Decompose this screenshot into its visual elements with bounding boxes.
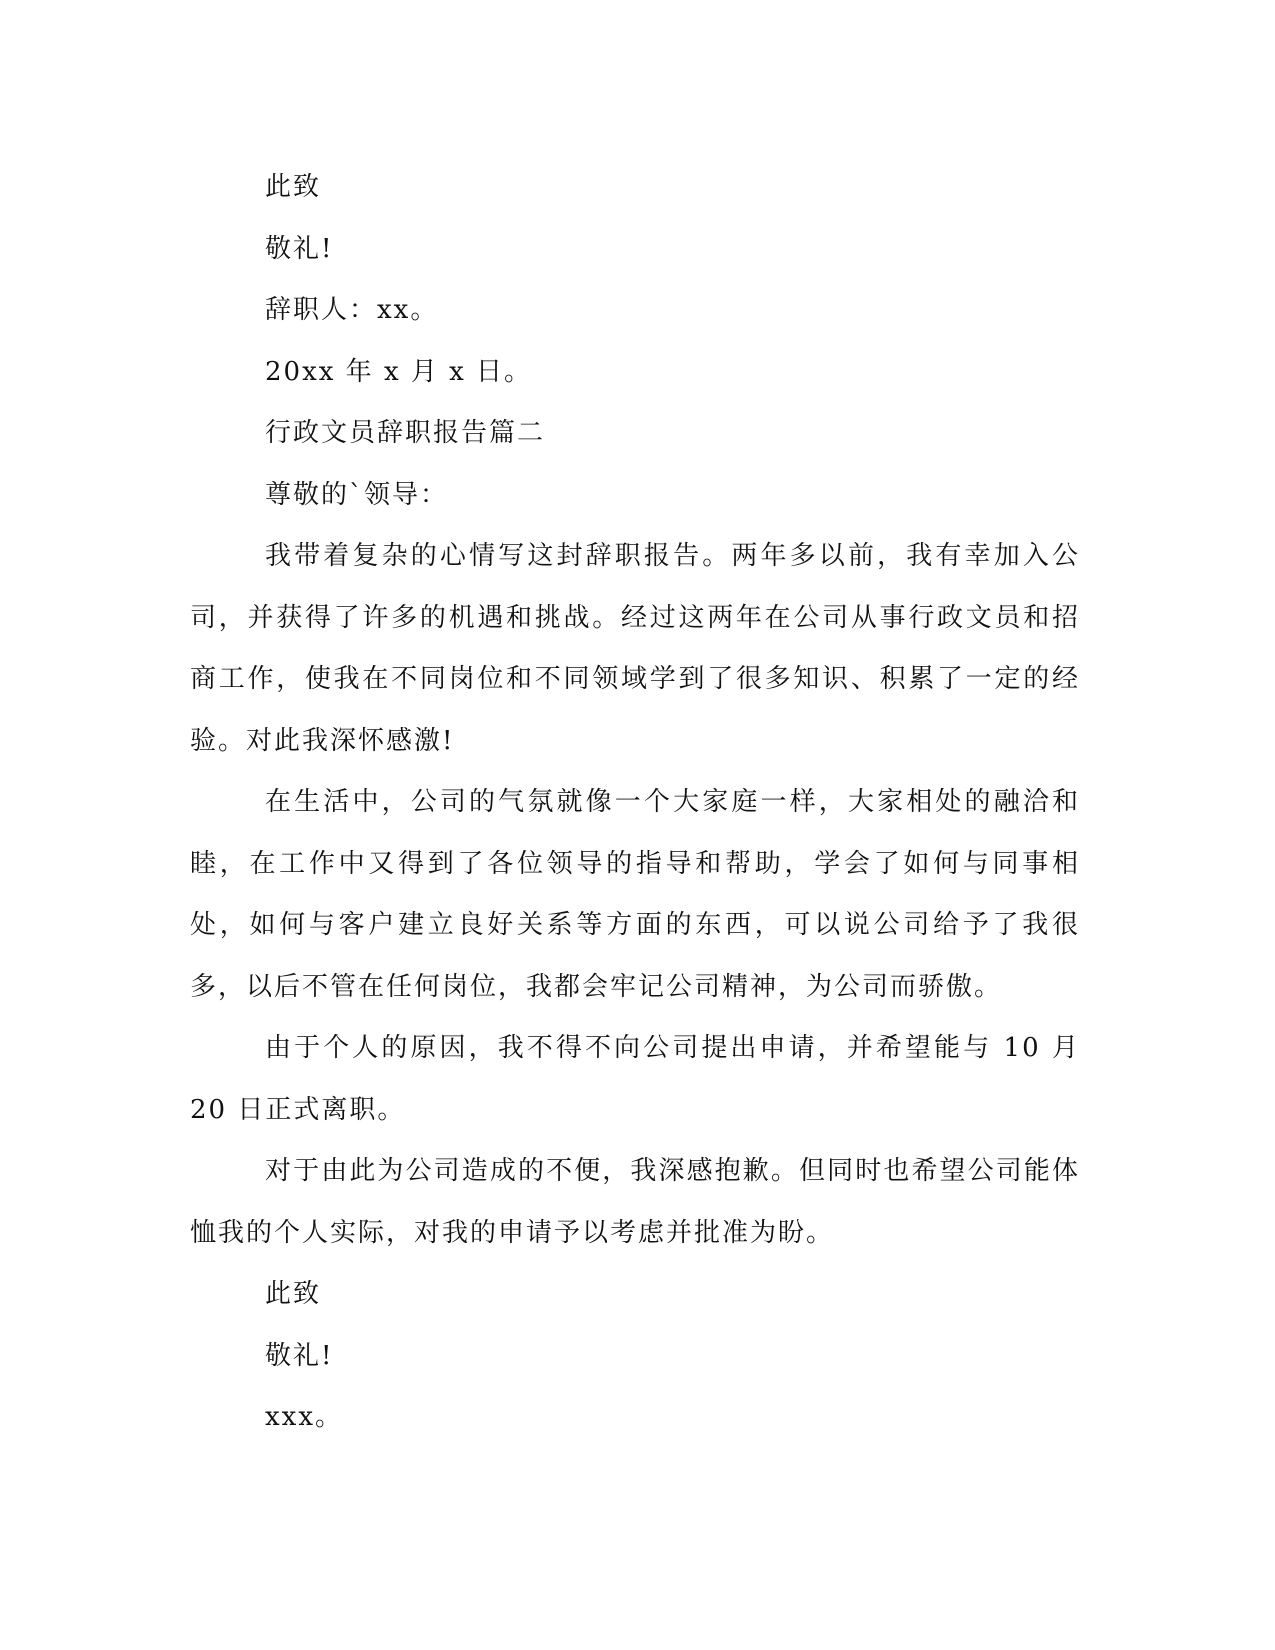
salutation-line-2: 敬礼! xyxy=(265,1340,334,1371)
body-paragraph-3: 由于个人的原因，我不得不向公司提出申请，并希望能与 10 月 20 日正式离职。 xyxy=(190,1033,1080,1125)
closing-line: 此致 xyxy=(265,172,322,202)
body-paragraph-4: 对于由此为公司造成的不便，我深感抱歉。但同时也希望公司能体恤我的个人实际，对我的申请予以考虑并批准为盼。 xyxy=(190,1156,1080,1248)
signature-line: xxx。 xyxy=(265,1402,343,1432)
body-paragraph-1: 我带着复杂的心情写这封辞职报告。两年多以前，我有幸加入公司，并获得了许多的机遇和挑战。经过这两年在公司从事行政文员和招商工作，使我在不同岗位和不同领域学到了很多知识、积累了一定的经验。对此我深怀感激! xyxy=(190,541,1080,756)
section-title: 行政文员辞职报告篇二 xyxy=(265,418,546,448)
document-body xyxy=(190,157,1080,1449)
closing-line-2: 此致 xyxy=(265,1279,322,1309)
greeting-line: 尊敬的`领导： xyxy=(265,479,449,510)
resigner-line: 辞职人：xx。 xyxy=(265,295,439,325)
body-paragraph-2: 在生活中，公司的气氛就像一个大家庭一样，大家相处的融洽和睦，在工作中又得到了各位领导的指导和帮助，学会了如何与同事相处，如何与客户建立良好关系等方面的东西，可以说公司给予了我很多，以后不管在任何岗位，我都会牢记公司精神，为公司而骄傲。 xyxy=(190,787,1080,1002)
date-line: 20xx 年 x 月 x 日。 xyxy=(265,356,533,387)
salutation-line: 敬礼! xyxy=(265,233,334,264)
